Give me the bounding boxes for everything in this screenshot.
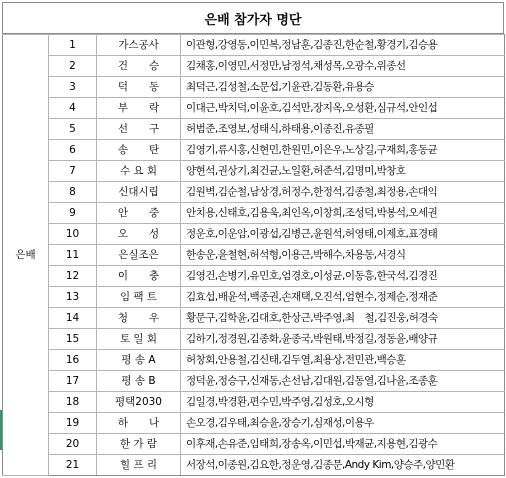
team-name-cell[interactable]: 평 송 B [97,371,181,392]
members-cell[interactable]: 김영건,손병기,유민호,엄경호,이성균,이동흥,한국석,김경진 [181,266,505,287]
members-cell[interactable]: 이관형,강영동,이민복,정남훈,김종진,한순철,황경기,김승용 [181,35,505,56]
team-name-cell[interactable]: 안 중 [97,203,181,224]
team-name-cell[interactable]: 이 충 [97,266,181,287]
team-name-cell[interactable]: 오 성 [97,224,181,245]
team-name-cell[interactable]: 건 승 [97,56,181,77]
members-cell[interactable]: 김원벽,김순철,남상경,허정수,한정석,김종철,최정용,손대익 [181,182,505,203]
row-number-cell[interactable]: 5 [49,119,97,140]
row-number-cell[interactable]: 20 [49,434,97,455]
table-row [3,455,505,476]
row-number-cell[interactable]: 13 [49,287,97,308]
row-number-cell[interactable]: 18 [49,392,97,413]
row-number-cell[interactable]: 11 [49,245,97,266]
team-name-cell[interactable]: 힐 프 리 [97,455,181,476]
participant-sheet [2,2,504,476]
table-row [3,224,505,245]
table-row [3,392,505,413]
table-row [3,98,505,119]
team-name-cell[interactable]: 수 요 회 [97,161,181,182]
row-number-cell[interactable]: 16 [49,350,97,371]
team-name-cell[interactable]: 토 일 회 [97,329,181,350]
members-cell[interactable]: 안치용,신태호,김용욱,최인옥,이창희,조성덕,박봉석,오세권 [181,203,505,224]
row-number-cell[interactable]: 6 [49,140,97,161]
members-cell[interactable]: 김영기,류시홍,신현민,한원민,이은우,노상길,구재희,홍동균 [181,140,505,161]
team-name-cell[interactable]: 송 탄 [97,140,181,161]
members-cell[interactable]: 황문구,김학윤,김대호,한상근,박주영,최 철,김진웅,허경숙 [181,308,505,329]
table-row [3,308,505,329]
table-row [3,245,505,266]
row-number-cell[interactable]: 17 [49,371,97,392]
table-row [3,203,505,224]
members-cell[interactable]: 손오경,김우태,최승윤,장승기,심재성,이용우 [181,413,505,434]
team-name-cell[interactable]: 가스공사 [97,35,181,56]
table-row [3,371,505,392]
table-row [3,161,505,182]
row-number-cell[interactable]: 10 [49,224,97,245]
row-number-cell[interactable]: 4 [49,98,97,119]
team-name-cell[interactable]: 선 구 [97,119,181,140]
members-cell[interactable]: 최덕근,김성철,소문섭,기윤관,김동환,유용승 [181,77,505,98]
table-row [3,266,505,287]
participant-table [2,34,505,476]
group-cell[interactable]: 은배 [3,35,49,476]
table-row [3,140,505,161]
team-name-cell[interactable]: 평 송 A [97,350,181,371]
members-cell[interactable]: 허범준,조영보,성태식,하태용,이종진,유종필 [181,119,505,140]
row-number-cell[interactable]: 2 [49,56,97,77]
table-row [3,329,505,350]
table-row [3,350,505,371]
members-cell[interactable]: 서장석,이종원,김요한,정운영,김종문,Andy Kim,양승주,양민환 [181,455,505,476]
row-number-cell[interactable]: 15 [49,329,97,350]
row-number-cell[interactable]: 14 [49,308,97,329]
table-row [3,56,505,77]
row-number-cell[interactable]: 12 [49,266,97,287]
team-name-cell[interactable]: 평택2030 [97,392,181,413]
table-row [3,119,505,140]
members-cell[interactable]: 한송운,윤철현,허석형,이용근,박해수,차용동,서경식 [181,245,505,266]
members-cell[interactable]: 이후재,손유준,임태희,장송옥,이민섭,박재균,지용현,김광수 [181,434,505,455]
team-name-cell[interactable]: 부 락 [97,98,181,119]
members-cell[interactable]: 이대근,박치덕,이윤호,김석만,장지옥,오성환,심규석,안인섭 [181,98,505,119]
row-number-cell[interactable]: 9 [49,203,97,224]
table-row [3,434,505,455]
members-cell[interactable]: 김채홍,이영민,서정만,남정석,채성목,오광수,위종선 [181,56,505,77]
members-cell[interactable]: 김일경,박경환,편수민,박주영,김성호,오시형 [181,392,505,413]
selection-edge-marker [0,410,2,450]
table-row [3,287,505,308]
team-name-cell[interactable]: 청 우 [97,308,181,329]
table-row [3,77,505,98]
row-number-cell[interactable]: 21 [49,455,97,476]
team-name-cell[interactable]: 은실조은 [97,245,181,266]
team-name-cell[interactable]: 덕 동 [97,77,181,98]
members-cell[interactable]: 양현석,권상기,최건균,노일환,허준석,김명미,박창호 [181,161,505,182]
team-name-cell[interactable]: 임 팩 트 [97,287,181,308]
members-cell[interactable]: 김효섭,배윤석,백종권,손재택,오진석,엄현수,정제순,정재준 [181,287,505,308]
table-row [3,35,505,56]
members-cell[interactable]: 정덕윤,정승구,신재동,손선남,김대원,김동열,김나윤,조종훈 [181,371,505,392]
team-name-cell[interactable]: 한 가 람 [97,434,181,455]
team-name-cell[interactable]: 신대시립 [97,182,181,203]
table-row [3,413,505,434]
members-cell[interactable]: 허창회,안용철,김신태,김두열,최용상,전민관,백승훈 [181,350,505,371]
members-cell[interactable]: 정운호,이운암,이광섭,김병근,윤원석,허영태,이제호,표경태 [181,224,505,245]
members-cell[interactable]: 김하기,정경원,김종화,윤종국,박원태,박정길,정동윤,배양규 [181,329,505,350]
row-number-cell[interactable]: 7 [49,161,97,182]
table-row [3,182,505,203]
row-number-cell[interactable]: 3 [49,77,97,98]
row-number-cell[interactable]: 19 [49,413,97,434]
sheet-title[interactable]: 은배 참가자 명단 [2,2,504,34]
row-number-cell[interactable]: 8 [49,182,97,203]
team-name-cell[interactable]: 하 나 [97,413,181,434]
row-number-cell[interactable]: 1 [49,35,97,56]
